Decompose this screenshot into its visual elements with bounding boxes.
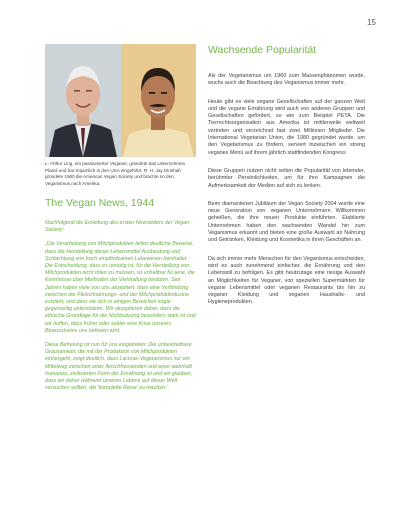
portrait-jay-dinshah bbox=[121, 44, 196, 157]
page-number: 15 bbox=[367, 18, 376, 27]
paragraph-4: Beim diamantenen Jubiläum der Vegan Society 2004 wurde eine neue Generation von veganen Unternehmern Willkommen geheißen, die ihre neuen Produkte einführten. Etablierte Unternehmen haben den wachsenden Wandel hin zum Veganismus erkannt und bieten eine große Auswahl an Nahrung und Getränken, Kleidung und Kosmetika in ihren Geschäften an. bbox=[208, 200, 365, 244]
newsletter-intro: Nachfolgend die Einleitung des ersten Newsletters der Vegan Society: bbox=[45, 220, 190, 234]
paragraph-2: Heute gibt es viele vegane Gesellschaften auf der ganzen Welt und die vegane Ernährung wird auch von anderen Gruppen und Gesellschaften gefördert, so wie zum Beispiel PETA. Die Tierrechtsorganisation aus Amerika ist mittlerweile weltweit vertreten und verzeichnet fast zwei Millionen Mitglieder. Die International Vegetarian Union, die 1980 gegründet wurde, um den Vegetarismus zu fördern, serviert inzwischen ein streng veganes Menü auf ihrem jährlich stattfindenden Kongress. bbox=[208, 98, 365, 156]
left-column bbox=[45, 44, 196, 392]
newsletter-quote-2: Diese Befreiung ist nun für uns eingetreten: Die unbestreitbare Grausamkeit, die mit der Produktion von Milchprodukten einhergeht, zeigt deutlich, dass Lactose-Vegetarismus nur ein Mittelweg zwischen einer fleischfressenden und einer wahrhaft humanen, zivilisierten Form der Ernährung ist und wir glauben, dass wir daher während unseres Lebens auf dieser Welt versuchen sollten, die 'komplette Reise' zu machen.“ bbox=[45, 342, 193, 392]
paragraph-1: Als der Vegetarismus um 1960 zum Massenphänomen wurde, wuchs auch die Beachtung des Veganismus immer mehr. bbox=[208, 73, 365, 87]
section-title-popularity: Wachsende Popularität bbox=[208, 44, 317, 56]
section-title-vegan-news: The Vegan News, 1944 bbox=[45, 197, 155, 209]
portrait-arthur-ling bbox=[45, 44, 121, 157]
paragraph-5: Da sich immer mehr Menschen für den Veganismus entscheiden, wird es auch zunehmend einfacher, die Ernährung und den Lebensstil zu befolgen. Es gibt heutzutage eine riesige Auswahl an Möglichkeiten für Veganer, von speziellen Supermärkten für vegane Lebensmittel oder veganen Restaurants bis hin zu veganer Kleidung und veganen Haushalts- und Hygieneprodukten. bbox=[208, 255, 365, 306]
portrait-photos bbox=[45, 44, 196, 157]
photo-caption: L: Arthur Ling, ein passionierter Veganer, gründete das Unternehmen Plamil und hat Sojamilch in den USA eingeführt. R: H. Jay Dinshah gründete 1960 die American Vegan Society und brachte so den Veganismus nach Amerika. bbox=[45, 161, 186, 186]
paragraph-3: Diese Gruppen nutzen nicht selten die Popularität von lebender, berühmter Persönlichkeiten, um für ihre Kampagnen die Aufmerksamkeit der Medien auf sich zu lenken. bbox=[208, 167, 365, 189]
right-column bbox=[208, 44, 365, 307]
newsletter-quote-1: „Die Verarbeitung von Milchprodukten liefert deutliche Beweise, dass die Herstellung dieser Lebensmittel Ausbeutung und Schlachtung von hoch empfindsamen Lebewesen beinhaltet. Die Entscheidung, dass es unnötig ist, für die Herstellung von Milchprodukten nicht töten zu müssen, ist unhaltbar für jene, die Kenntnisse über Methoden der Viehhaltung besitzen. Seit Jahren haben viele von uns akzeptiert, dass eine Verbindung zwischen der Fleischnahrungs- und der Milchproduktindustrie existiert, und dass sie sich in einigen Bereichen sogar gegenseitig unterstützen. Wir akzeptieren daher, dass die ethische Grundlage für die Nichtnutzung besonders stark ist und wir hoffen, dass früher oder später eine Krise unseres Bewusstseins uns befreien wird. bbox=[45, 241, 196, 334]
